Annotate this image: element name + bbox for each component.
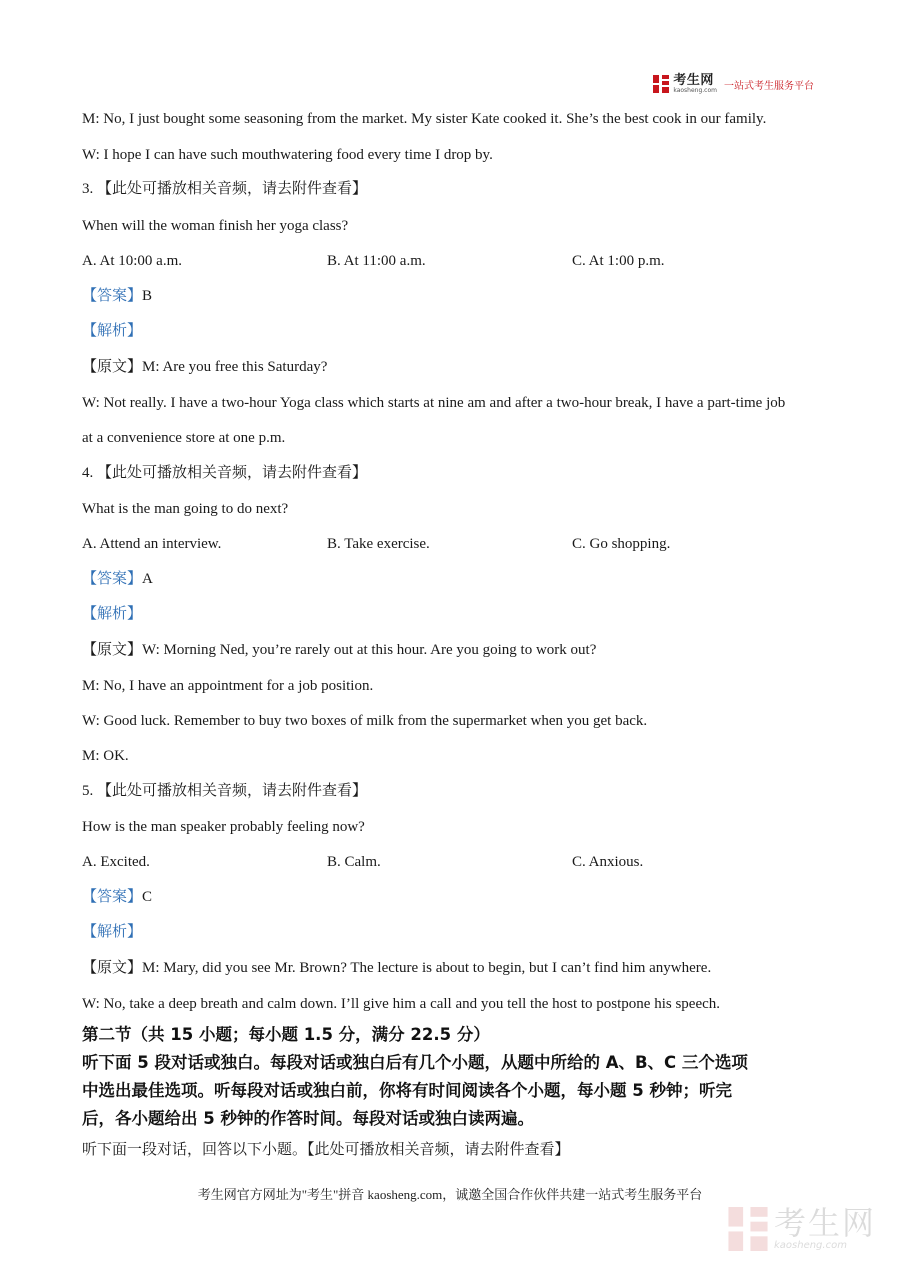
dialog-line: W: No, take a deep breath and calm down. I’ll give him a call and you tell the host to postpone his speech. xyxy=(82,996,721,1012)
original-label: 【原文】 xyxy=(82,359,143,375)
q3-answer xyxy=(82,289,152,304)
question-4-text: What is the man going to do next? xyxy=(82,501,289,517)
question-3-text: When will the woman finish her yoga class? xyxy=(82,218,349,234)
q4-option-c: C. Go shopping. xyxy=(572,536,671,552)
q3-option-c: C. At 1:00 p.m. xyxy=(572,253,665,269)
original-text: M: Mary, did you see Mr. Brown? The lecture is about to begin, but I can’t find him anywhere. xyxy=(142,960,712,976)
logo-name-cn: 考生网 xyxy=(673,73,714,88)
answer-value: A xyxy=(142,571,153,587)
dialog-line: W: Not really. I have a two-hour Yoga class which starts at nine am and after a two-hour break, I have a part-time job xyxy=(82,395,786,411)
q5-analysis xyxy=(82,925,142,940)
q5-original xyxy=(82,961,711,976)
q4-answer xyxy=(82,572,153,587)
q4-option-a: A. Attend an interview. xyxy=(82,536,222,552)
q4-option-b: B. Take exercise. xyxy=(327,536,430,552)
answer-label: 【答案】 xyxy=(82,889,143,905)
answer-value: B xyxy=(142,288,153,304)
header-logo xyxy=(653,74,814,94)
watermark-cn: 考生网 xyxy=(773,1204,876,1242)
watermark-en: kaosheng.com xyxy=(773,1240,847,1251)
question-4-header: 4. 【此处可播放相关音频，请去附件查看】 xyxy=(82,465,368,481)
logo-slogan: 一站式考生服务平台 xyxy=(724,80,814,92)
section-2-title: 第二节（共 15 小题；每小题 1.5 分，满分 22.5 分） xyxy=(82,1025,490,1044)
logo-name-en: kaosheng.com xyxy=(673,87,717,94)
logo-name xyxy=(673,74,717,94)
kaosheng-watermark-icon xyxy=(728,1207,768,1251)
q5-option-b: B. Calm. xyxy=(327,854,381,870)
dialog-line: M: No, I just bought some seasoning from the market. My sister Kate cooked it. She’s the best cook in our family. xyxy=(82,111,767,127)
analysis-label: 【解析】 xyxy=(82,606,143,622)
original-label: 【原文】 xyxy=(82,960,143,976)
q4-analysis xyxy=(82,607,142,622)
section-2-instruction: 中选出最佳选项。听每段对话或独白前，你将有时间阅读各个小题，每小题 5 秒钟；听完 xyxy=(82,1081,732,1100)
question-5-text: How is the man speaker probably feeling now? xyxy=(82,819,365,835)
original-text: M: Are you free this Saturday? xyxy=(142,359,328,375)
question-3-header: 3. 【此处可播放相关音频，请去附件查看】 xyxy=(82,181,368,197)
section-2-instruction: 后，各小题给出 5 秒钟的作答时间。每段对话或独白读两遍。 xyxy=(82,1109,534,1128)
q5-option-a: A. Excited. xyxy=(82,854,150,870)
q3-option-b: B. At 11:00 a.m. xyxy=(327,253,426,269)
original-label: 【原文】 xyxy=(82,642,143,658)
original-text: W: Morning Ned, you’re rarely out at this hour. Are you going to work out? xyxy=(142,642,597,658)
watermark xyxy=(728,1204,876,1251)
answer-value: C xyxy=(142,889,153,905)
question-5-header: 5. 【此处可播放相关音频，请去附件查看】 xyxy=(82,783,368,799)
q3-original xyxy=(82,360,327,375)
answer-label: 【答案】 xyxy=(82,571,143,587)
q3-analysis xyxy=(82,324,142,339)
watermark-text xyxy=(773,1204,876,1251)
dialog-line: W: Good luck. Remember to buy two boxes of milk from the supermarket when you get back. xyxy=(82,713,648,729)
analysis-label: 【解析】 xyxy=(82,323,143,339)
q3-option-a: A. At 10:00 a.m. xyxy=(82,253,182,269)
analysis-label: 【解析】 xyxy=(82,924,143,940)
q5-answer xyxy=(82,890,152,905)
section-2-instruction: 听下面 5 段对话或独白。每段对话或独白后有几个小题，从题中所给的 A、B、C 三个选项 xyxy=(82,1053,748,1072)
dialog-line: M: OK. xyxy=(82,748,129,764)
q4-original xyxy=(82,643,596,658)
q5-option-c: C. Anxious. xyxy=(572,854,644,870)
section-2-next: 听下面一段对话，回答以下小题。【此处可播放相关音频，请去附件查看】 xyxy=(82,1142,570,1158)
dialog-line: M: No, I have an appointment for a job position. xyxy=(82,678,374,694)
kaosheng-logo-icon xyxy=(653,75,669,93)
dialog-line: at a convenience store at one p.m. xyxy=(82,430,286,446)
dialog-line: W: I hope I can have such mouthwatering food every time I drop by. xyxy=(82,147,493,163)
answer-label: 【答案】 xyxy=(82,288,143,304)
page-footer: 考生网官方网址为"考生"拼音 kaosheng.com，诚邀全国合作伙伴共建一站式考生服务平台 xyxy=(197,1187,703,1202)
